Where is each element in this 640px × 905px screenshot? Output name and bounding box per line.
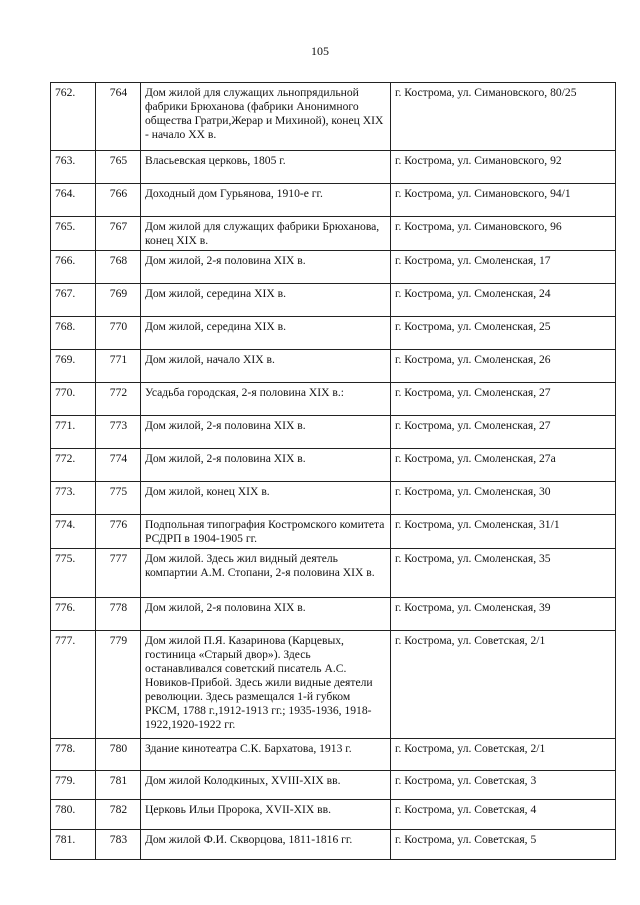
row-index: 772. [51,449,96,482]
table-row [51,549,616,598]
table-row [51,631,616,739]
object-address: г. Кострома, ул. Советская, 3 [391,771,616,800]
table-row [51,151,616,184]
object-address: г. Кострома, ул. Смоленская, 31/1 [391,515,616,549]
object-number: 772 [96,383,141,416]
table-row [51,217,616,251]
table-row [51,800,616,830]
object-description: Дом жилой, 2-я половина XIX в. [141,598,391,631]
row-index: 778. [51,739,96,771]
table-row [51,739,616,771]
object-address: г. Кострома, ул. Симановского, 96 [391,217,616,251]
object-number: 783 [96,830,141,860]
object-description: Дом жилой, начало XIX в. [141,350,391,383]
table-row [51,598,616,631]
object-description: Дом жилой, конец XIX в. [141,482,391,515]
object-number: 779 [96,631,141,739]
object-number: 774 [96,449,141,482]
object-description: Подпольная типография Костромского комитета РСДРП в 1904-1905 гг. [141,515,391,549]
row-index: 766. [51,251,96,284]
object-address: г. Кострома, ул. Смоленская, 25 [391,317,616,350]
row-index: 773. [51,482,96,515]
object-description: Дом жилой, 2-я половина XIX в. [141,416,391,449]
object-description: Дом жилой, середина XIX в. [141,317,391,350]
row-index: 769. [51,350,96,383]
object-description: Власьевская церковь, 1805 г. [141,151,391,184]
table-row [51,317,616,350]
row-index: 765. [51,217,96,251]
row-index: 774. [51,515,96,549]
table-row [51,350,616,383]
object-address: г. Кострома, ул. Смоленская, 39 [391,598,616,631]
object-address: г. Кострома, ул. Симановского, 94/1 [391,184,616,217]
object-address: г. Кострома, ул. Смоленская, 24 [391,284,616,317]
row-index: 767. [51,284,96,317]
object-number: 765 [96,151,141,184]
object-description: Дом жилой, 2-я половина XIX в. [141,251,391,284]
row-index: 771. [51,416,96,449]
object-description: Усадьба городская, 2-я половина XIX в.: [141,383,391,416]
row-index: 764. [51,184,96,217]
object-description: Здание кинотеатра С.К. Бархатова, 1913 г. [141,739,391,771]
table-row [51,449,616,482]
object-description: Дом жилой, 2-я половина XIX в. [141,449,391,482]
object-address: г. Кострома, ул. Советская, 5 [391,830,616,860]
table-row [51,251,616,284]
page-number: 105 [311,44,329,58]
object-address: г. Кострома, ул. Смоленская, 27 [391,383,616,416]
object-number: 780 [96,739,141,771]
object-description: Дом жилой для служащих льнопрядильной фабрики Брюханова (фабрики Анонимного общества Гратри,Жерар и Михиной), конец XIX - начало XX в. [141,83,391,151]
row-index: 770. [51,383,96,416]
row-index: 768. [51,317,96,350]
row-index: 762. [51,83,96,151]
table-row [51,771,616,800]
row-index: 763. [51,151,96,184]
object-number: 778 [96,598,141,631]
table-row [51,416,616,449]
table-row [51,515,616,549]
row-index: 781. [51,830,96,860]
object-number: 767 [96,217,141,251]
object-number: 776 [96,515,141,549]
object-address: г. Кострома, ул. Советская, 4 [391,800,616,830]
row-index: 780. [51,800,96,830]
object-number: 769 [96,284,141,317]
object-address: г. Кострома, ул. Смоленская, 26 [391,350,616,383]
object-number: 781 [96,771,141,800]
object-number: 782 [96,800,141,830]
row-index: 775. [51,549,96,598]
object-number: 773 [96,416,141,449]
object-address: г. Кострома, ул. Симановского, 92 [391,151,616,184]
object-address: г. Кострома, ул. Советская, 2/1 [391,631,616,739]
object-number: 770 [96,317,141,350]
row-index: 779. [51,771,96,800]
object-description: Дом жилой. Здесь жил видный деятель компартии А.М. Стопани, 2-я половина XIX в. [141,549,391,598]
object-description: Дом жилой Колодкиных, XVIII-XIX вв. [141,771,391,800]
object-address: г. Кострома, ул. Смоленская, 30 [391,482,616,515]
table-row [51,830,616,860]
table-row [51,184,616,217]
table-row [51,482,616,515]
object-description: Дом жилой для служащих фабрики Брюханова, конец XIX в. [141,217,391,251]
heritage-registry-table [50,82,616,860]
table-row [51,83,616,151]
object-number: 768 [96,251,141,284]
object-number: 777 [96,549,141,598]
object-description: Церковь Ильи Пророка, XVII-XIX вв. [141,800,391,830]
object-address: г. Кострома, ул. Советская, 2/1 [391,739,616,771]
object-number: 766 [96,184,141,217]
object-description: Дом жилой, середина XIX в. [141,284,391,317]
row-index: 776. [51,598,96,631]
object-description: Доходный дом Гурьянова, 1910-е гг. [141,184,391,217]
object-address: г. Кострома, ул. Смоленская, 17 [391,251,616,284]
table-row [51,284,616,317]
object-description: Дом жилой Ф.И. Скворцова, 1811-1816 гг. [141,830,391,860]
object-address: г. Кострома, ул. Смоленская, 27 [391,416,616,449]
object-number: 775 [96,482,141,515]
object-description: Дом жилой П.Я. Казаринова (Карцевых, гостиница «Старый двор»). Здесь останавливался советский писатель А.С. Новиков-Прибой. Здесь жили видные деятели революции. Здесь размещался 1-й губком РКСМ, 1788 г.,1912-1913 гг.; 1935-1936, 1918-1922,1920-1922 гг. [141,631,391,739]
object-address: г. Кострома, ул. Симановского, 80/25 [391,83,616,151]
object-address: г. Кострома, ул. Смоленская, 27а [391,449,616,482]
object-number: 771 [96,350,141,383]
row-index: 777. [51,631,96,739]
object-number: 764 [96,83,141,151]
table-row [51,383,616,416]
object-address: г. Кострома, ул. Смоленская, 35 [391,549,616,598]
